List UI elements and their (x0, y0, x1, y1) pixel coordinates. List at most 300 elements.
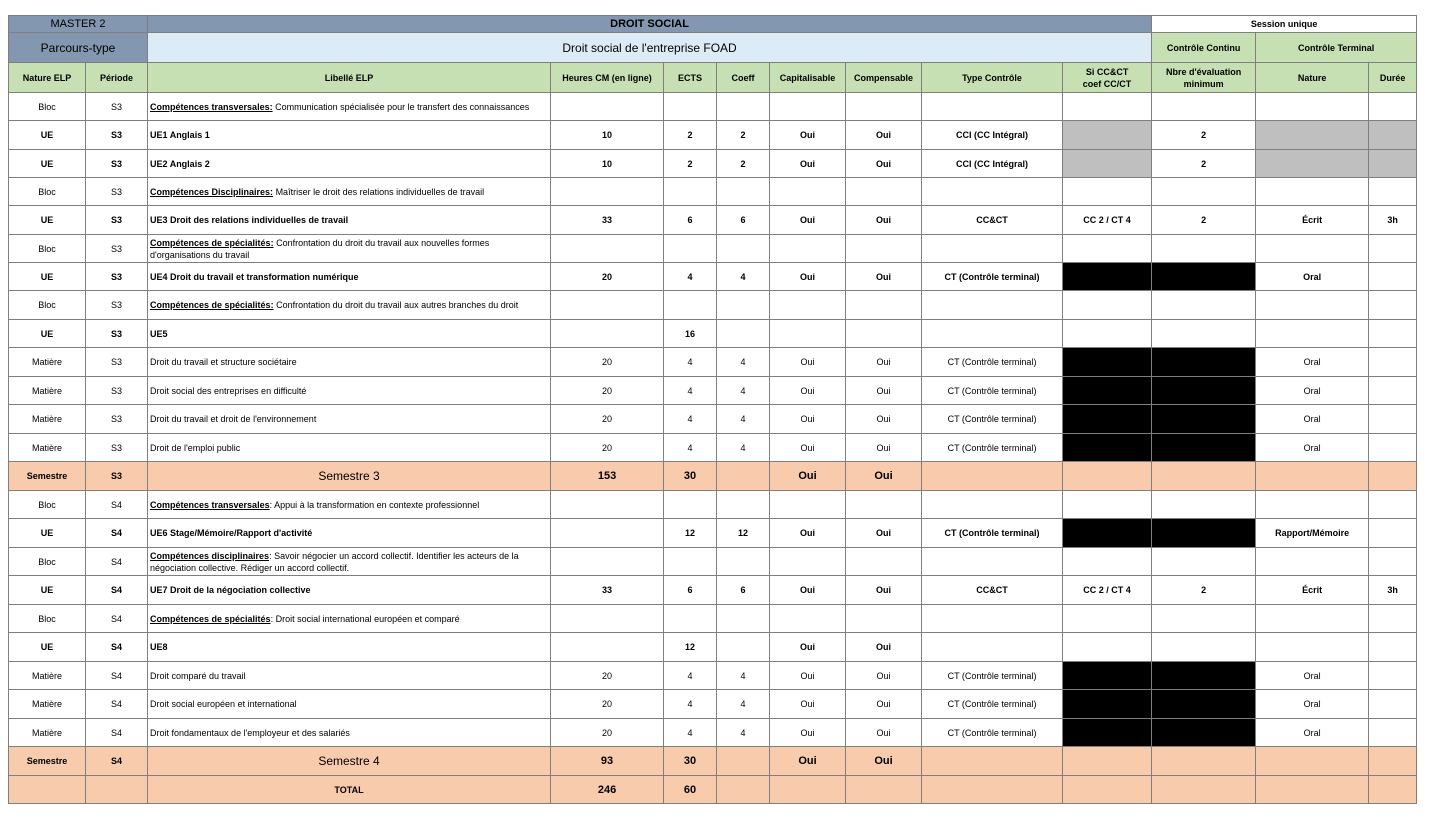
col-heures: Heures CM (en ligne) (551, 63, 664, 93)
empty-cell (846, 776, 922, 804)
periode-cell: S4 (86, 690, 148, 719)
coeff-cell: 4 (717, 662, 770, 690)
heures-cell: 10 (551, 150, 664, 178)
periode-cell: S3 (86, 320, 148, 348)
table-row (9, 348, 1417, 377)
table-row (9, 93, 1417, 121)
nature-ct-cell (1256, 150, 1369, 178)
type-controle-cell: CT (Contrôle terminal) (922, 263, 1063, 291)
coeff-cell: 4 (717, 263, 770, 291)
heures-cell: 153 (551, 462, 664, 491)
coeff-cell: 4 (717, 348, 770, 377)
duree-cell (1369, 348, 1417, 377)
nbre-evaluation-cell: 2 (1152, 121, 1256, 150)
table-row (9, 263, 1417, 291)
col-type-controle: Type Contrôle (922, 63, 1063, 93)
empty-cell (922, 776, 1063, 804)
periode-cell: S3 (86, 206, 148, 235)
bloc-text: : Savoir négocier un accord collectif. Identifier les acteurs de la négociation collective. Rédiger un accord collectif. (150, 550, 519, 573)
table-row (9, 576, 1417, 605)
type-controle-cell: CT (Contrôle terminal) (922, 434, 1063, 462)
nbre-evaluation-cell (1152, 320, 1256, 348)
empty-cell (1152, 462, 1256, 491)
periode-cell: S3 (86, 235, 148, 263)
ects-cell: 60 (664, 776, 717, 804)
capitalisable-cell: Oui (770, 263, 846, 291)
coef-cc-ct-cell (1063, 434, 1152, 462)
duree-cell (1369, 662, 1417, 690)
nature-ct-cell: Oral (1256, 434, 1369, 462)
periode-cell: S3 (86, 377, 148, 405)
periode-cell: S3 (86, 150, 148, 178)
duree-cell: 3h (1369, 576, 1417, 605)
empty-cell (846, 93, 922, 121)
nbre-evaluation-cell (1152, 377, 1256, 405)
capitalisable-cell: Oui (770, 690, 846, 719)
nature-ct-cell (1256, 121, 1369, 150)
empty-cell (922, 548, 1063, 576)
nature-ct-cell: Oral (1256, 377, 1369, 405)
coef-cc-ct-cell (1063, 519, 1152, 548)
nature-cell: UE (9, 121, 86, 150)
ects-cell: 4 (664, 434, 717, 462)
ects-cell: 4 (664, 662, 717, 690)
header-row-1 (9, 16, 1417, 33)
empty-cell (846, 605, 922, 633)
coef-cc-ct-cell (1063, 719, 1152, 747)
empty-cell (1152, 605, 1256, 633)
empty-cell (1152, 491, 1256, 519)
compensable-cell: Oui (846, 434, 922, 462)
semester-label: Semestre 4 (148, 747, 551, 776)
semester-row (9, 747, 1417, 776)
periode-cell: S3 (86, 348, 148, 377)
nbre-evaluation-cell (1152, 405, 1256, 434)
empty-cell (770, 548, 846, 576)
coeff-cell (717, 462, 770, 491)
heures-cell: 20 (551, 434, 664, 462)
empty-cell (770, 291, 846, 320)
nbre-evaluation-cell (1152, 719, 1256, 747)
capitalisable-cell (770, 320, 846, 348)
col-si-line1: Si CC&CT (1085, 66, 1129, 77)
nbre-evaluation-cell (1152, 434, 1256, 462)
libelle-cell (148, 178, 551, 206)
empty-cell (922, 462, 1063, 491)
coeff-cell: 4 (717, 690, 770, 719)
column-header-row (9, 63, 1417, 93)
empty-cell (664, 178, 717, 206)
nature-cell: Matière (9, 348, 86, 377)
maquette-table (8, 15, 1417, 804)
empty-cell (1256, 776, 1369, 804)
ects-cell: 2 (664, 121, 717, 150)
capitalisable-cell: Oui (770, 434, 846, 462)
empty-cell (1256, 291, 1369, 320)
heures-cell: 20 (551, 690, 664, 719)
empty-cell (1152, 291, 1256, 320)
ects-cell: 12 (664, 519, 717, 548)
empty-cell (770, 491, 846, 519)
col-coeff: Coeff (717, 63, 770, 93)
empty-cell (717, 491, 770, 519)
nbre-evaluation-cell: 2 (1152, 576, 1256, 605)
capitalisable-cell: Oui (770, 576, 846, 605)
empty-cell (1063, 93, 1152, 121)
coef-cc-ct-cell: CC 2 / CT 4 (1063, 206, 1152, 235)
compensable-cell: Oui (846, 519, 922, 548)
empty-cell (1369, 462, 1417, 491)
nature-cell: Bloc (9, 235, 86, 263)
table-row (9, 633, 1417, 662)
empty-cell (717, 548, 770, 576)
col-ects: ECTS (664, 63, 717, 93)
ects-cell: 30 (664, 462, 717, 491)
heures-cell: 33 (551, 206, 664, 235)
bloc-text: Confrontation du droit du travail aux nouvelles formes d'organisations du travail (150, 237, 490, 260)
capitalisable-cell: Oui (770, 462, 846, 491)
empty-cell (551, 605, 664, 633)
empty-cell (1152, 548, 1256, 576)
duree-cell (1369, 320, 1417, 348)
empty-cell (1152, 747, 1256, 776)
empty-cell (1256, 605, 1369, 633)
empty-cell (664, 548, 717, 576)
empty-cell (551, 93, 664, 121)
empty-cell (1369, 491, 1417, 519)
empty-cell (551, 235, 664, 263)
capitalisable-cell: Oui (770, 150, 846, 178)
periode-cell: S4 (86, 719, 148, 747)
nature-cell: Semestre (9, 747, 86, 776)
capitalisable-cell: Oui (770, 405, 846, 434)
empty-cell (1256, 178, 1369, 206)
empty-cell (1369, 93, 1417, 121)
ects-cell: 2 (664, 150, 717, 178)
session-label: Session unique (1152, 16, 1417, 33)
coef-cc-ct-cell (1063, 633, 1152, 662)
libelle-cell: UE5 (148, 320, 551, 348)
empty-cell (717, 776, 770, 804)
table-row (9, 719, 1417, 747)
nature-cell: UE (9, 519, 86, 548)
nature-ct-cell: Écrit (1256, 206, 1369, 235)
nature-ct-cell: Oral (1256, 719, 1369, 747)
heures-cell: 10 (551, 121, 664, 150)
table-row (9, 235, 1417, 263)
libelle-cell (148, 605, 551, 633)
type-controle-cell: CT (Contrôle terminal) (922, 377, 1063, 405)
periode-cell (86, 776, 148, 804)
empty-cell (770, 776, 846, 804)
ects-cell: 4 (664, 263, 717, 291)
ects-cell: 30 (664, 747, 717, 776)
table-row (9, 434, 1417, 462)
empty-cell (922, 491, 1063, 519)
nature-ct-cell (1256, 633, 1369, 662)
nature-cell: UE (9, 576, 86, 605)
empty-cell (1369, 776, 1417, 804)
empty-cell (551, 548, 664, 576)
table-row (9, 291, 1417, 320)
periode-cell: S3 (86, 93, 148, 121)
empty-cell (1256, 747, 1369, 776)
empty-cell (1063, 235, 1152, 263)
capitalisable-cell: Oui (770, 747, 846, 776)
periode-cell: S3 (86, 434, 148, 462)
capitalisable-cell: Oui (770, 519, 846, 548)
empty-cell (922, 747, 1063, 776)
nature-cell: UE (9, 633, 86, 662)
coeff-cell: 12 (717, 519, 770, 548)
duree-cell (1369, 377, 1417, 405)
libelle-cell: UE6 Stage/Mémoire/Rapport d'activité (148, 519, 551, 548)
coef-cc-ct-cell (1063, 121, 1152, 150)
coeff-cell (717, 633, 770, 662)
duree-cell (1369, 719, 1417, 747)
compensable-cell: Oui (846, 462, 922, 491)
periode-cell: S3 (86, 405, 148, 434)
capitalisable-cell: Oui (770, 719, 846, 747)
empty-cell (664, 93, 717, 121)
empty-cell (1063, 178, 1152, 206)
bloc-text: : Appui à la transformation en contexte professionnel (269, 499, 480, 510)
heures-cell: 20 (551, 348, 664, 377)
empty-cell (1063, 291, 1152, 320)
type-controle-cell: CC&CT (922, 206, 1063, 235)
table-row (9, 377, 1417, 405)
heures-cell: 20 (551, 719, 664, 747)
periode-cell: S4 (86, 633, 148, 662)
duree-cell (1369, 405, 1417, 434)
nature-cell: UE (9, 206, 86, 235)
empty-cell (1152, 178, 1256, 206)
libelle-cell: Droit fondamentaux de l'employeur et des salariés (148, 719, 551, 747)
libelle-cell: Droit comparé du travail (148, 662, 551, 690)
libelle-cell: UE4 Droit du travail et transformation numérique (148, 263, 551, 291)
capitalisable-cell: Oui (770, 377, 846, 405)
empty-cell (551, 491, 664, 519)
bloc-title: Compétences transversales: (150, 101, 273, 112)
empty-cell (1369, 235, 1417, 263)
col-nbre-evaluation (1152, 63, 1256, 93)
table-row (9, 206, 1417, 235)
type-controle-cell: CT (Contrôle terminal) (922, 348, 1063, 377)
coeff-cell: 4 (717, 719, 770, 747)
coef-cc-ct-cell (1063, 263, 1152, 291)
col-nbre-line1: Nbre d'évaluation (1166, 66, 1242, 77)
bloc-title: Compétences Disciplinaires: (150, 186, 274, 197)
table-row (9, 121, 1417, 150)
heures-cell: 20 (551, 662, 664, 690)
libelle-cell (148, 291, 551, 320)
col-duree: Durée (1369, 63, 1417, 93)
empty-cell (922, 178, 1063, 206)
duree-cell (1369, 690, 1417, 719)
compensable-cell: Oui (846, 405, 922, 434)
nature-ct-cell: Oral (1256, 405, 1369, 434)
coeff-cell: 4 (717, 405, 770, 434)
bloc-text: Communication spécialisée pour le transfert des connaissances (272, 101, 530, 112)
ects-cell: 6 (664, 206, 717, 235)
table-row (9, 405, 1417, 434)
compensable-cell (846, 320, 922, 348)
bloc-text: Maîtriser le droit des relations individuelles de travail (273, 186, 485, 197)
nature-cell: UE (9, 263, 86, 291)
nature-cell (9, 776, 86, 804)
duree-cell (1369, 519, 1417, 548)
nature-cell: Matière (9, 662, 86, 690)
libelle-cell: Droit social des entreprises en difficulté (148, 377, 551, 405)
bloc-title: Compétences de spécialités: (150, 300, 274, 310)
ects-cell: 12 (664, 633, 717, 662)
table-row (9, 491, 1417, 519)
nature-ct-cell: Oral (1256, 263, 1369, 291)
heures-cell: 33 (551, 576, 664, 605)
coeff-cell: 6 (717, 206, 770, 235)
nature-ct-cell: Oral (1256, 348, 1369, 377)
heures-cell: 93 (551, 747, 664, 776)
empty-cell (664, 235, 717, 263)
coef-cc-ct-cell (1063, 662, 1152, 690)
nature-cell: Bloc (9, 491, 86, 519)
libelle-cell (148, 93, 551, 121)
empty-cell (770, 178, 846, 206)
nbre-evaluation-cell (1152, 348, 1256, 377)
empty-cell (1256, 462, 1369, 491)
empty-cell (1152, 235, 1256, 263)
compensable-cell: Oui (846, 150, 922, 178)
empty-cell (551, 178, 664, 206)
heures-cell: 20 (551, 405, 664, 434)
controle-continu-header: Contrôle Continu (1152, 33, 1256, 63)
col-nature: Nature ELP (9, 63, 86, 93)
empty-cell (717, 93, 770, 121)
libelle-cell (148, 491, 551, 519)
nature-ct-cell (1256, 320, 1369, 348)
nature-cell: Semestre (9, 462, 86, 491)
bloc-title: Compétences transversales (150, 499, 270, 510)
bloc-title: Compétences disciplinaires (150, 550, 270, 561)
table-row (9, 605, 1417, 633)
libelle-cell: UE3 Droit des relations individuelles de travail (148, 206, 551, 235)
empty-cell (1369, 747, 1417, 776)
nature-cell: UE (9, 320, 86, 348)
nature-cell: Bloc (9, 605, 86, 633)
empty-cell (1152, 93, 1256, 121)
table-row (9, 320, 1417, 348)
empty-cell (1369, 548, 1417, 576)
empty-cell (717, 235, 770, 263)
nature-ct-cell: Oral (1256, 690, 1369, 719)
libelle-cell: UE2 Anglais 2 (148, 150, 551, 178)
bloc-title: Compétences de spécialités: (150, 237, 274, 248)
libelle-cell: Droit du travail et droit de l'environnement (148, 405, 551, 434)
coef-cc-ct-cell (1063, 348, 1152, 377)
ects-cell: 16 (664, 320, 717, 348)
coeff-cell: 4 (717, 434, 770, 462)
empty-cell (664, 291, 717, 320)
empty-cell (1063, 491, 1152, 519)
ects-cell: 4 (664, 719, 717, 747)
heures-cell (551, 320, 664, 348)
col-compensable: Compensable (846, 63, 922, 93)
empty-cell (1369, 178, 1417, 206)
ects-cell: 4 (664, 348, 717, 377)
capitalisable-cell: Oui (770, 633, 846, 662)
ects-cell: 4 (664, 405, 717, 434)
nature-ct-cell: Rapport/Mémoire (1256, 519, 1369, 548)
parcours-label: Parcours-type (9, 33, 148, 63)
semester-row (9, 462, 1417, 491)
compensable-cell: Oui (846, 633, 922, 662)
empty-cell (664, 491, 717, 519)
nbre-evaluation-cell: 2 (1152, 150, 1256, 178)
table-row (9, 690, 1417, 719)
compensable-cell: Oui (846, 719, 922, 747)
coef-cc-ct-cell (1063, 690, 1152, 719)
empty-cell (551, 291, 664, 320)
coeff-cell: 6 (717, 576, 770, 605)
type-controle-cell: CT (Contrôle terminal) (922, 405, 1063, 434)
type-controle-cell: CT (Contrôle terminal) (922, 662, 1063, 690)
heures-cell (551, 519, 664, 548)
nbre-evaluation-cell (1152, 662, 1256, 690)
empty-cell (1256, 548, 1369, 576)
table-row (9, 519, 1417, 548)
periode-cell: S3 (86, 462, 148, 491)
total-label: TOTAL (148, 776, 551, 804)
type-controle-cell: CT (Contrôle terminal) (922, 690, 1063, 719)
compensable-cell: Oui (846, 747, 922, 776)
col-libelle: Libellé ELP (148, 63, 551, 93)
duree-cell (1369, 434, 1417, 462)
controle-terminal-header: Contrôle Terminal (1256, 33, 1417, 63)
periode-cell: S3 (86, 291, 148, 320)
periode-cell: S4 (86, 519, 148, 548)
periode-cell: S4 (86, 548, 148, 576)
capitalisable-cell: Oui (770, 121, 846, 150)
libelle-cell: UE1 Anglais 1 (148, 121, 551, 150)
nature-ct-cell: Écrit (1256, 576, 1369, 605)
empty-cell (846, 235, 922, 263)
ects-cell: 6 (664, 576, 717, 605)
periode-cell: S4 (86, 491, 148, 519)
libelle-cell (148, 235, 551, 263)
nbre-evaluation-cell: 2 (1152, 206, 1256, 235)
nature-cell: Matière (9, 690, 86, 719)
empty-cell (1063, 548, 1152, 576)
parcours-value: Droit social de l'entreprise FOAD (148, 33, 1152, 63)
nature-cell: Matière (9, 719, 86, 747)
empty-cell (1256, 93, 1369, 121)
nature-cell: Bloc (9, 291, 86, 320)
nbre-evaluation-cell (1152, 519, 1256, 548)
libelle-cell: UE7 Droit de la négociation collective (148, 576, 551, 605)
coeff-cell (717, 747, 770, 776)
empty-cell (1256, 491, 1369, 519)
col-nbre-line2: minimum (1183, 78, 1224, 89)
duree-cell: 3h (1369, 206, 1417, 235)
nbre-evaluation-cell (1152, 690, 1256, 719)
table-row (9, 548, 1417, 576)
type-controle-cell: CT (Contrôle terminal) (922, 719, 1063, 747)
periode-cell: S4 (86, 662, 148, 690)
semester-label: Semestre 3 (148, 462, 551, 491)
empty-cell (922, 93, 1063, 121)
periode-cell: S4 (86, 605, 148, 633)
capitalisable-cell: Oui (770, 206, 846, 235)
